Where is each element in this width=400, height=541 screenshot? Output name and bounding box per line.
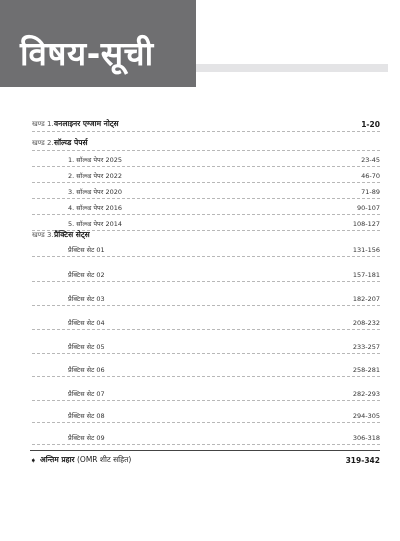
page-range: 46-70 [361,172,380,180]
toc-entry [32,360,380,377]
toc-entry [32,289,380,306]
entry-title: प्रैक्टिस सेट 01 [68,246,105,254]
toc-chapter-1 [32,115,380,132]
toc-entry [32,240,380,257]
toc-entry [32,166,380,183]
page-range: 233-257 [352,343,380,351]
toc-entry [32,428,380,445]
entry-title: 5. सॉल्व्ड पेपर 2014 [68,220,123,228]
entry-title: प्रैक्टिस सेट 03 [68,295,105,303]
entry-title: 2. सॉल्व्ड पेपर 2022 [68,172,123,180]
title-banner [0,0,196,87]
entry-title: प्रैक्टिस सेट 07 [68,390,105,398]
toc-entry [32,150,380,167]
chapter-number: खण्ड 2. [32,139,54,147]
entry-title: प्रैक्टिस सेट 09 [68,434,105,442]
entry-title: प्रैक्टिस सेट 08 [68,412,105,420]
page-title: विषय-सूची [20,34,154,73]
page-range: 90-107 [356,204,380,212]
page-range: 319-342 [345,456,380,465]
page-range: 294-305 [352,412,380,420]
final-title: अन्तिम प्रहार [40,455,75,464]
toc-chapter-2 [32,134,380,151]
entry-title: प्रैक्टिस सेट 02 [68,271,105,279]
entry-title: 4. सॉल्व्ड पेपर 2016 [68,204,123,212]
toc-entry [32,265,380,282]
chapter-number: खण्ड 1. [32,120,54,128]
page-range: 108-127 [352,220,380,228]
arrow-right-circle-icon: ➧ [30,456,37,465]
chapter-title: वनलाइनर एग्जाम नोट्स [54,119,119,128]
toc-final-section [30,450,380,467]
toc-entry [32,337,380,354]
entry-title: 3. सॉल्व्ड पेपर 2020 [68,188,123,196]
entry-title: प्रैक्टिस सेट 06 [68,366,105,374]
final-subtitle: (OMR शीट सहित) [74,455,132,464]
page-range: 71-89 [361,188,380,196]
final-section-title [40,455,131,465]
page-range: 23-45 [361,156,380,164]
title-divider [196,64,388,72]
entry-title: 1. सॉल्व्ड पेपर 2025 [68,156,123,164]
chapter-title: प्रैक्टिस सेट्स [54,230,90,239]
page-range: 182-207 [352,295,380,303]
page-range: 306-318 [352,434,380,442]
page-range: 258-281 [352,366,380,374]
entry-title: प्रैक्टिस सेट 04 [68,319,105,327]
page-range: 157-181 [352,271,380,279]
page-range: 131-156 [352,246,380,254]
page-range: 282-293 [352,390,380,398]
entry-title: प्रैक्टिस सेट 05 [68,343,105,351]
chapter-number: खण्ड 3. [32,231,54,239]
toc-entry [32,313,380,330]
page-range: 1-20 [361,120,380,129]
toc-entry [32,198,380,215]
toc-entry [32,182,380,199]
toc-entry [32,406,380,423]
toc-entry [32,384,380,401]
chapter-title: सॉल्व्ड पेपर्स [54,138,88,147]
page-range: 208-232 [352,319,380,327]
